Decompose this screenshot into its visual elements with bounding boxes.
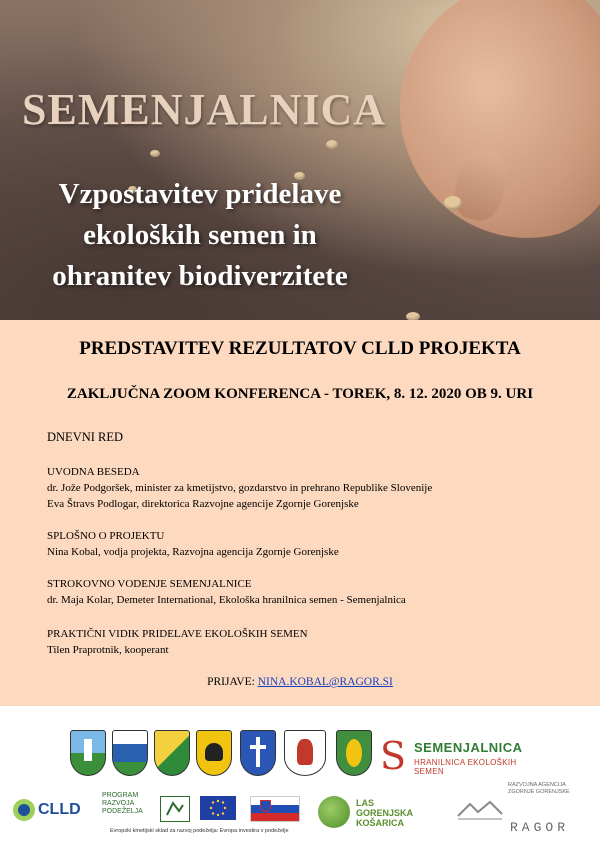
ragor-logo: RAZVOJNA AGENCIJA ZGORNJE GORENJSKE RAGOR [456, 782, 586, 840]
clld-logo [12, 798, 92, 824]
hero-subtitle-line: ekoloških semen in [83, 219, 317, 251]
semenjalnica-logo-name: SEMENJALNICA [414, 740, 523, 755]
las-gorenjska-kosarica-logo: LAS GORENJSKA KOŠARICA [318, 794, 438, 834]
seed-icon [444, 196, 462, 210]
agenda-section [47, 528, 339, 560]
crest-icon [284, 730, 326, 776]
registration [0, 676, 600, 688]
semenjalnica-logo-tagline: HRANILNICA EKOLOŠKIH SEMEN [414, 758, 517, 776]
hero-subtitle [0, 174, 400, 297]
program-razvoja-podezelja-logo: PROGRAM RAZVOJA PODEŽELJA [102, 792, 143, 815]
clld-logo-text: CLLD [38, 801, 81, 818]
agenda-speaker: Eva Štravs Podlogar, direktorica Razvojne agencije Zgornje Gorenjske [47, 498, 359, 510]
crest-icon [154, 730, 190, 776]
agenda-section-title: STROKOVNO VODENJE SEMENJALNICE [47, 578, 252, 590]
ragor-mark-icon [456, 798, 504, 820]
agenda-speaker: dr. Maja Kolar, Demeter International, Ekološka hranilnica semen - Semenjalnica [47, 594, 406, 606]
seed-icon [326, 140, 338, 149]
agenda-section [47, 464, 432, 512]
registration-label: PRIJAVE: [207, 676, 258, 688]
hero-title: SEMENJALNICA [22, 85, 387, 134]
hero-image [0, 0, 600, 320]
event-subheadline: ZAKLJUČNA ZOOM KONFERENCA - TOREK, 8. 12. 2020 OB 9. URI [66, 386, 534, 402]
agenda-section-title: SPLOŠNO O PROJEKTU [47, 530, 165, 542]
agenda-speaker: dr. Jože Podgoršek, minister za kmetijstvo, gozdarstvo in prehrano Republike Slovenije [47, 482, 433, 494]
slovenia-flag-icon [250, 796, 300, 822]
agenda-section-title: UVODNA BESEDA [47, 466, 140, 478]
crest-icon [70, 730, 106, 776]
eu-flag-icon [200, 796, 236, 820]
registration-email-link[interactable]: NINA.KOBAL@RAGOR.SI [257, 676, 393, 688]
eu-fund-footnote: Evropski kmetijski sklad za razvoj podeželja: Evropa investira v podeželje [110, 828, 289, 834]
seed-icon [406, 312, 420, 320]
crest-icon [112, 730, 148, 776]
crest-icon [336, 730, 372, 776]
ragor-logo-text: RAGOR [510, 820, 570, 835]
agenda-section [47, 576, 406, 608]
event-headline: PREDSTAVITEV REZULTATOV CLLD PROJEKTA [79, 338, 521, 359]
crest-icon [196, 730, 232, 776]
info-panel [0, 320, 600, 706]
agenda-section [47, 626, 308, 658]
hand-illustration [379, 0, 600, 258]
seed-icon [150, 150, 160, 157]
crest-icon [240, 730, 276, 776]
las-icon [318, 796, 350, 828]
hero-subtitle-line: ohranitev biodiverzitete [52, 260, 348, 292]
hero-subtitle-line: Vzpostavitev pridelave [58, 178, 342, 210]
leader-logo [160, 796, 190, 822]
sponsor-logos [0, 706, 600, 850]
agenda-section-title: PRAKTIČNI VIDIK PRIDELAVE EKOLOŠKIH SEMEN [47, 628, 308, 640]
clld-icon [12, 798, 36, 822]
semenjalnica-logo: S SEMENJALNICA HRANILNICA EKOLOŠKIH SEMEN [380, 734, 530, 778]
agenda-speaker: Tilen Praprotnik, kooperant [47, 644, 169, 656]
agenda-title: DNEVNI RED [47, 430, 124, 444]
agenda-speaker: Nina Kobal, vodja projekta, Razvojna agencija Zgornje Gorenjske [47, 546, 339, 558]
